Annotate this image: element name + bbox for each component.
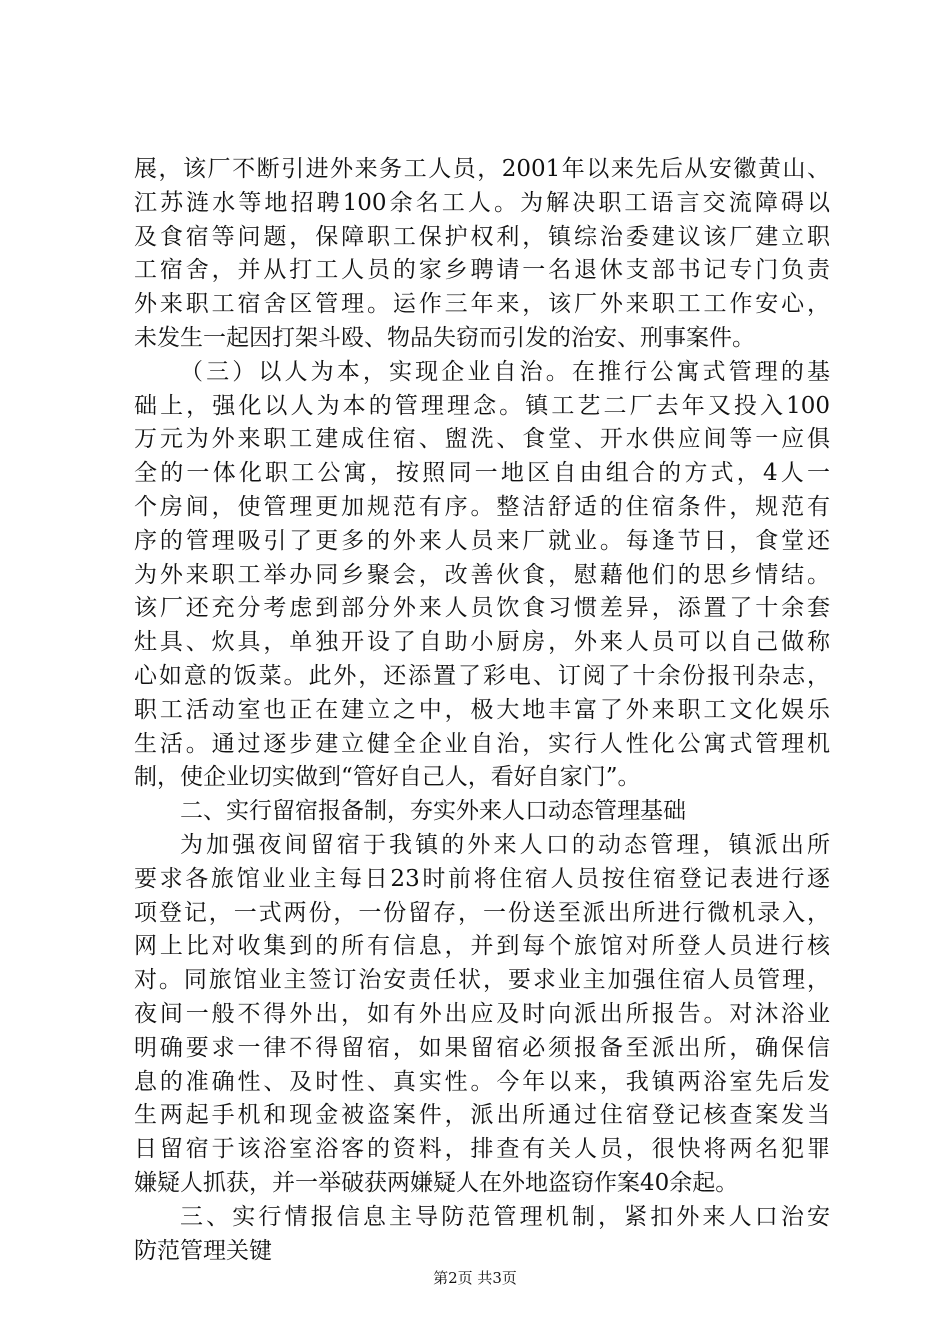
text-line: 该厂还充分考虑到部分外来人员饮食习惯差异，添置了十余套: [134, 595, 830, 622]
text-line: 夜间一般不得外出，如有外出应及时向派出所报告。对沐浴业: [134, 1000, 830, 1027]
text-line: 生活。通过逐步建立健全企业自治，实行人性化公寓式管理机: [134, 730, 830, 757]
document-body: [134, 153, 830, 1268]
text-line: 日留宿于该浴室浴客的资料，排查有关人员，很快将两名犯罪: [134, 1136, 830, 1163]
text-line: 生两起手机和现金被盗案件，派出所通过住宿登记核查案发当: [134, 1102, 830, 1129]
text-line: 为加强夜间留宿于我镇的外来人口的动态管理，镇派出所: [180, 831, 830, 858]
text-line: 三、实行情报信息主导防范管理机制，紧扣外来人口治安: [180, 1203, 830, 1230]
text-line: 网上比对收集到的所有信息，并到每个旅馆对所登人员进行核: [134, 933, 830, 960]
text-line: 项登记，一式两份，一份留存，一份送至派出所进行微机录入，: [134, 899, 830, 926]
text-line: 职工活动室也正在建立之中，极大地丰富了外来职工文化娱乐: [134, 696, 830, 723]
text-line: 展，该厂不断引进外来务工人员，2001年以来先后从安徽黄山、: [134, 156, 830, 182]
text-line: 及食宿等问题，保障职工保护权利，镇综治委建议该厂建立职: [134, 223, 830, 250]
text-line: 防范管理关键: [134, 1237, 272, 1264]
page-number-footer: 第2页 共3页: [433, 1269, 517, 1287]
text-line: 心如意的饭菜。此外，还添置了彩电、订阅了十余份报刊杂志，: [134, 662, 830, 689]
text-line: 序的管理吸引了更多的外来人员来厂就业。每逢节日，食堂还: [134, 527, 830, 554]
text-line: 为外来职工举办同乡聚会，改善伙食，慰藉他们的思乡情结。: [134, 561, 830, 588]
text-line: 要求各旅馆业业主每日23时前将住宿人员按住宿登记表进行逐: [134, 865, 830, 892]
text-line: 个房间，使管理更加规范有序。整洁舒适的住宿条件，规范有: [134, 493, 830, 520]
text-line: 外来职工宿舍区管理。运作三年来，该厂外来职工工作安心，: [134, 291, 830, 318]
text-line: 制，使企业切实做到“管好自己人，看好自家门”。: [134, 764, 641, 791]
text-line: 万元为外来职工建成住宿、盥洗、食堂、开水供应间等一应俱: [134, 426, 830, 453]
text-line: 明确要求一律不得留宿，如果留宿必须报备至派出所，确保信: [134, 1034, 830, 1061]
text-line: 二、实行留宿报备制，夯实外来人口动态管理基础: [180, 798, 686, 825]
text-line: 灶具、炊具，单独开设了自助小厨房，外来人员可以自己做称: [134, 629, 830, 656]
text-line: 息的准确性、及时性、真实性。今年以来，我镇两浴室先后发: [134, 1068, 830, 1095]
text-line: 嫌疑人抓获，并一举破获两嫌疑人在外地盗窃作案40余起。: [134, 1169, 739, 1196]
text-line: 未发生一起因打架斗殴、物品失窃而引发的治安、刑事案件。: [134, 324, 755, 351]
text-line: 工宿舍，并从打工人员的家乡聘请一名退休支部书记专门负责: [134, 257, 830, 284]
text-line: （三）以人为本，实现企业自治。在推行公寓式管理的基: [180, 358, 830, 385]
text-line: 江苏涟水等地招聘100余名工人。为解决职工语言交流障碍以: [134, 189, 830, 216]
text-line: 对。同旅馆业主签订治安责任状，要求业主加强住宿人员管理，: [134, 967, 830, 994]
text-line: 础上，强化以人为本的管理理念。镇工艺二厂去年又投入100: [134, 392, 830, 419]
text-line: 全的一体化职工公寓，按照同一地区自由组合的方式，4人一: [134, 460, 830, 487]
